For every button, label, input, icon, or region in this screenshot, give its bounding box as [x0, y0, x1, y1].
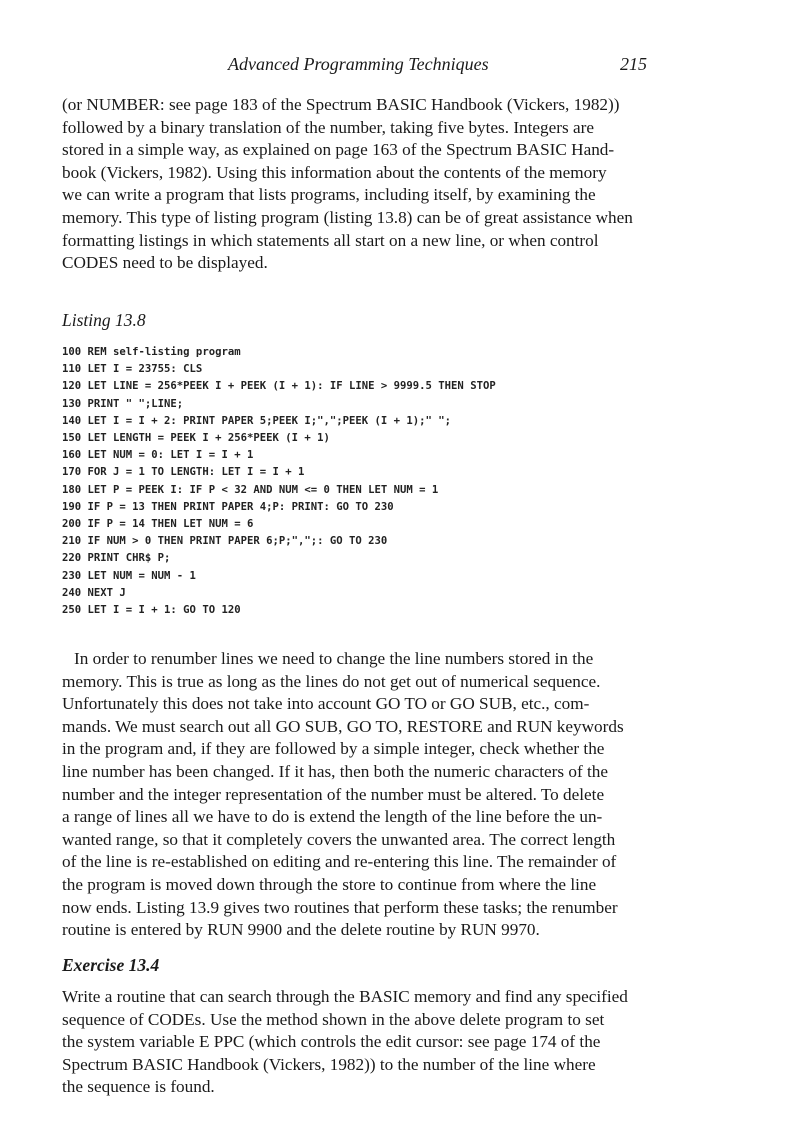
text-line: number and the integer representation of the number must be altered. To delete	[62, 784, 605, 804]
paragraph-intro	[62, 94, 702, 275]
code-line: 210 IF NUM > 0 THEN PRINT PAPER 6;P;",";: GO TO 230	[62, 535, 388, 548]
code-line: 170 FOR J = 1 TO LENGTH: LET I = I + 1	[62, 466, 305, 479]
text-line: In order to renumber lines we need to change the line numbers stored in the	[74, 649, 594, 668]
text-line: Spectrum BASIC Handbook (Vickers, 1982)) to the number of the line where	[62, 1054, 596, 1074]
code-line: 220 PRINT CHR$ P;	[62, 552, 171, 565]
text-line: stored in a simple way, as explained on page 163 of the Spectrum BASIC Hand-	[62, 140, 615, 160]
code-line: 190 IF P = 13 THEN PRINT PAPER 4;P: PRINT: GO TO 230	[62, 500, 394, 513]
text-line: wanted range, so that it completely covers the unwanted area. The correct length	[62, 829, 616, 849]
text-line: CODES need to be displayed.	[62, 253, 268, 273]
code-line: 240 NEXT J	[62, 586, 126, 599]
text-line: now ends. Listing 13.9 gives two routines that perform these tasks; the renumber	[62, 897, 618, 917]
exercise-heading: Exercise 13.4	[62, 955, 160, 975]
code-line: 110 LET I = 23755: CLS	[62, 363, 203, 376]
exercise-text	[62, 986, 702, 1099]
paragraph-renumber	[62, 648, 702, 942]
code-line: 150 LET LENGTH = PEEK I + 256*PEEK (I + 1)	[62, 432, 330, 445]
code-line: 140 LET I = I + 2: PRINT PAPER 5;PEEK I;",";PEEK (I + 1);" ";	[62, 414, 452, 427]
code-line: 200 IF P = 14 THEN LET NUM = 6	[62, 518, 254, 531]
text-line: Unfortunately this does not take into account GO TO or GO SUB, etc., com-	[62, 694, 590, 714]
text-line: followed by a binary translation of the number, taking five bytes. Integers are	[62, 117, 594, 137]
text-line: routine is entered by RUN 9900 and the delete routine by RUN 9970.	[62, 920, 540, 940]
text-line: Write a routine that can search through the BASIC memory and find any specified	[62, 987, 628, 1006]
page-number: 215	[620, 54, 647, 74]
text-line: memory. This type of listing program (listing 13.8) can be of great assistance when	[62, 207, 633, 227]
code-line: 120 LET LINE = 256*PEEK I + PEEK (I + 1): IF LINE > 9999.5 THEN STOP	[62, 380, 496, 393]
listing-heading: Listing 13.8	[62, 310, 146, 330]
code-line: 230 LET NUM = NUM - 1	[62, 569, 196, 582]
text-line: the sequence is found.	[62, 1077, 215, 1097]
text-line: memory. This is true as long as the lines do not get out of numerical sequence.	[62, 671, 601, 691]
running-header-title: Advanced Programming Techniques	[228, 54, 489, 74]
code-listing	[62, 344, 702, 619]
text-line: (or NUMBER: see page 183 of the Spectrum BASIC Handbook (Vickers, 1982))	[62, 95, 620, 114]
text-line: sequence of CODEs. Use the method shown in the above delete program to set	[62, 1009, 605, 1029]
text-line: the system variable E PPC (which controls the edit cursor: see page 174 of the	[62, 1032, 601, 1052]
text-line: the program is moved down through the store to continue from where the line	[62, 874, 597, 894]
text-line: book (Vickers, 1982). Using this information about the contents of the memory	[62, 162, 607, 182]
text-line: we can write a program that lists programs, including itself, by examining the	[62, 185, 596, 205]
code-line: 160 LET NUM = 0: LET I = I + 1	[62, 449, 254, 462]
code-line: 180 LET P = PEEK I: IF P < 32 AND NUM <= 0 THEN LET NUM = 1	[62, 483, 439, 496]
code-line: 100 REM self-listing program	[62, 346, 241, 358]
text-line: a range of lines all we have to do is extend the length of the line before the un-	[62, 807, 603, 827]
text-line: mands. We must search out all GO SUB, GO TO, RESTORE and RUN keywords	[62, 716, 624, 736]
code-line: 130 PRINT " ";LINE;	[62, 397, 184, 410]
text-line: formatting listings in which statements all start on a new line, or when control	[62, 230, 599, 250]
code-line: 250 LET I = I + 1: GO TO 120	[62, 604, 241, 617]
text-line: line number has been changed. If it has, then both the numeric characters of the	[62, 761, 608, 781]
text-line: of the line is re-established on editing and re-entering this line. The remainder of	[62, 852, 617, 872]
text-line: in the program and, if they are followed by a simple integer, check whether the	[62, 739, 605, 759]
